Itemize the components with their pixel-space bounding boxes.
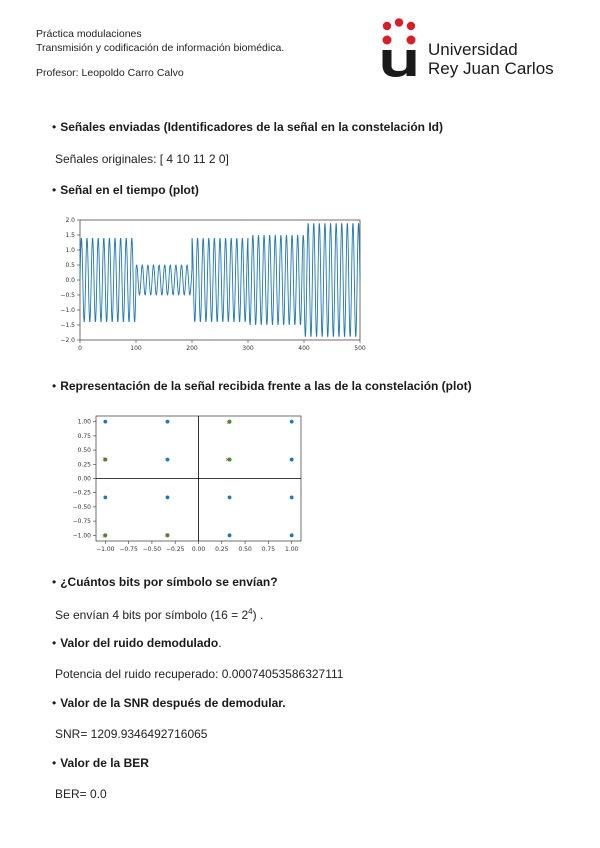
snr-value-text: SNR= 1209.9346492716065 xyxy=(55,727,208,741)
section-heading-signals-sent xyxy=(52,120,443,134)
y-tick-label: −2.0 xyxy=(60,337,75,344)
x-tick-label: 1.00 xyxy=(285,546,299,553)
x-tick-label: 500 xyxy=(354,345,366,352)
y-tick-label: 0.75 xyxy=(77,432,91,440)
y-tick-label: 0.00 xyxy=(77,475,91,483)
heading-text: Valor del ruido demodulado xyxy=(60,636,219,650)
header-subject: Transmisión y codificación de información biomédica. xyxy=(36,41,285,54)
section-heading-time-plot xyxy=(52,183,199,197)
heading-text: Valor de la SNR después de demodular. xyxy=(60,696,286,710)
x-tick-label: 0.25 xyxy=(215,546,229,553)
y-tick-label: 0.0 xyxy=(65,277,75,284)
bullet-icon: • xyxy=(52,756,57,770)
header-professor: Profesor: Leopoldo Carro Calvo xyxy=(36,67,184,79)
section-heading-bits-per-symbol xyxy=(52,575,278,589)
y-tick-label: 1.00 xyxy=(77,418,91,426)
constellation-point xyxy=(290,458,294,462)
y-tick-label: 0.5 xyxy=(65,262,75,269)
urjc-logo-icon xyxy=(380,18,426,80)
ber-value-text: BER= 0.0 xyxy=(55,787,107,801)
noise-point: × xyxy=(101,532,107,540)
y-tick-label: 1.0 xyxy=(65,247,75,254)
document-header xyxy=(36,28,284,81)
bullet-icon: • xyxy=(52,636,57,650)
x-tick-label: 0 xyxy=(78,345,82,352)
time-signal-plot xyxy=(56,214,366,354)
constellation-point xyxy=(290,533,294,537)
x-tick-label: 200 xyxy=(186,345,198,352)
noise-point: × xyxy=(224,456,230,464)
bullet-icon: • xyxy=(52,575,57,589)
constellation-point xyxy=(166,496,170,500)
heading-text: ¿Cuántos bits por símbolo se envían? xyxy=(60,575,278,589)
bullet-icon: • xyxy=(52,696,57,710)
constellation-point xyxy=(228,496,232,500)
y-tick-label: −1.0 xyxy=(60,307,75,314)
constellation-point xyxy=(228,533,232,537)
x-tick-label: −1.00 xyxy=(96,546,115,553)
logo-text xyxy=(428,40,554,78)
noise-point: × xyxy=(101,456,107,464)
section-heading-noise xyxy=(52,636,222,650)
header-course: Práctica modulaciones xyxy=(36,28,142,40)
bits-text-main: Se envían 4 bits por símbolo (16 = 2 xyxy=(55,608,249,622)
heading-text: Valor de la BER xyxy=(60,756,149,770)
constellation-point xyxy=(103,420,107,424)
y-tick-label: −0.50 xyxy=(72,503,91,511)
heading-tail: . xyxy=(218,636,222,650)
y-tick-label: −0.25 xyxy=(72,489,91,497)
heading-text: Señales enviadas (Identificadores de la señal en la constelación Id) xyxy=(60,120,444,134)
heading-text: Señal en el tiempo (plot) xyxy=(60,183,199,197)
bits-per-symbol-text xyxy=(55,607,263,622)
logo-line1: Universidad xyxy=(428,40,518,59)
heading-text: Representación de la señal recibida frente a las de la constelación (plot) xyxy=(60,379,472,393)
constellation-point xyxy=(166,420,170,424)
noise-point: × xyxy=(164,531,170,539)
section-heading-ber xyxy=(52,756,149,770)
constellation-point xyxy=(290,496,294,500)
x-tick-label: 300 xyxy=(242,345,254,352)
bits-text-exponent: 4 xyxy=(248,607,253,616)
bullet-icon: • xyxy=(52,379,57,393)
constellation-point xyxy=(166,458,170,462)
section-heading-snr xyxy=(52,696,286,710)
y-tick-label: 0.50 xyxy=(77,447,91,455)
x-tick-label: 0.50 xyxy=(238,546,252,553)
x-tick-label: 100 xyxy=(130,345,142,352)
x-tick-label: 0.00 xyxy=(191,546,206,553)
section-heading-constellation-plot xyxy=(52,379,472,393)
x-tick-label: −0.75 xyxy=(119,546,138,553)
y-tick-label: −1.5 xyxy=(60,322,75,329)
constellation-point xyxy=(290,420,294,424)
x-tick-label: 400 xyxy=(298,345,310,352)
x-tick-label: 0.75 xyxy=(261,546,276,553)
bullet-icon: • xyxy=(52,183,57,197)
y-tick-label: −0.5 xyxy=(60,292,75,299)
bits-text-tail: ) . xyxy=(252,608,264,622)
logo-line2: Rey Juan Carlos xyxy=(428,59,554,78)
x-tick-label: −0.25 xyxy=(166,546,185,553)
y-tick-label: −1.00 xyxy=(72,532,91,540)
bullet-icon: • xyxy=(52,120,57,134)
noise-point: × xyxy=(226,419,232,427)
signals-sent-text: Señales originales: [ 4 10 11 2 0] xyxy=(55,152,229,166)
y-tick-label: −0.75 xyxy=(72,518,91,526)
constellation-plot xyxy=(56,410,306,555)
y-tick-label: 0.25 xyxy=(77,461,91,469)
y-tick-label: 1.5 xyxy=(65,232,75,239)
university-logo xyxy=(380,18,570,80)
x-tick-label: −0.50 xyxy=(142,546,162,553)
noise-power-text: Potencia del ruido recuperado: 0.00074053586327111 xyxy=(55,667,344,681)
y-tick-label: 2.0 xyxy=(65,217,75,224)
constellation-point xyxy=(103,496,107,500)
